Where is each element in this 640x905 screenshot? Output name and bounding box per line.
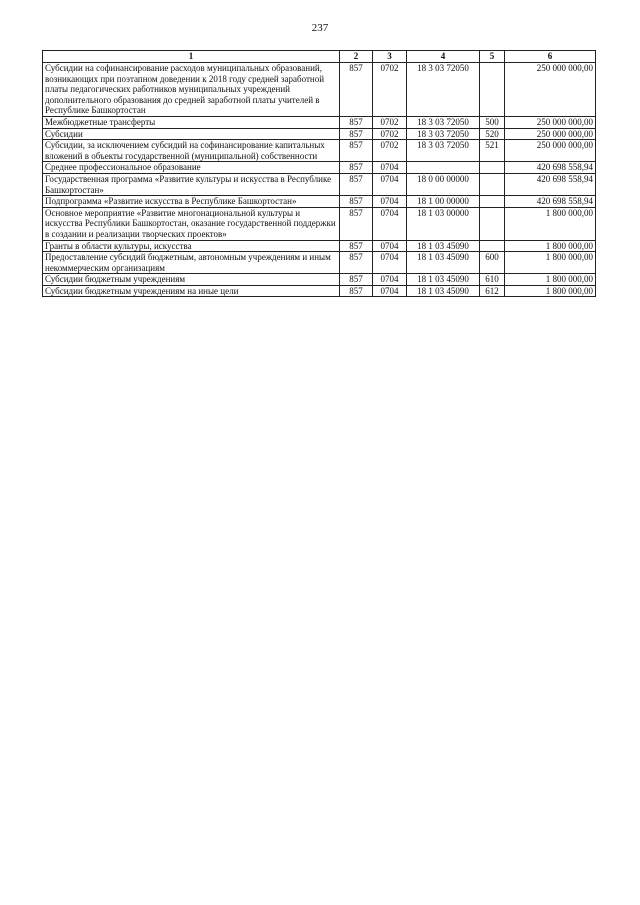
row-target-article: 18 1 03 45090 — [407, 252, 480, 274]
row-name: Субсидии — [43, 128, 340, 140]
row-expense-type: 600 — [480, 252, 505, 274]
row-ministry-code: 857 — [340, 140, 373, 162]
table-row — [43, 162, 596, 174]
row-target-article: 18 1 03 00000 — [407, 207, 480, 240]
row-section-code: 0704 — [373, 274, 407, 286]
row-name: Субсидии бюджетным учреждениям на иные цели — [43, 285, 340, 297]
row-expense-type — [480, 196, 505, 208]
row-expense-type — [480, 173, 505, 195]
row-amount: 250 000 000,00 — [505, 140, 596, 162]
table-row — [43, 285, 596, 297]
row-ministry-code: 857 — [340, 252, 373, 274]
row-section-code: 0704 — [373, 252, 407, 274]
row-name: Государственная программа «Развитие культуры и искусства в Республике Башкортостан» — [43, 173, 340, 195]
row-name: Основное мероприятие «Развитие многонациональной культуры и искусства Республики Башкортостан, оказание государственной поддержки в создании и реализации творческих проектов» — [43, 207, 340, 240]
row-section-code: 0702 — [373, 140, 407, 162]
row-ministry-code: 857 — [340, 162, 373, 174]
row-name: Субсидии на софинансирование расходов муниципальных образований, возникающих при поэтапном доведении к 2018 году средней заработной платы педагогических работников муниципальных учреждений дополнительного образования до средней заработной платы учителей в Республике Башкортостан — [43, 63, 340, 117]
row-expense-type: 612 — [480, 285, 505, 297]
row-target-article — [407, 162, 480, 174]
row-target-article: 18 1 03 45090 — [407, 285, 480, 297]
budget-table — [42, 50, 596, 297]
header-col-6: 6 — [505, 51, 596, 63]
row-amount: 1 800 000,00 — [505, 240, 596, 252]
table-row — [43, 63, 596, 117]
row-amount: 420 698 558,94 — [505, 196, 596, 208]
table-row — [43, 207, 596, 240]
row-ministry-code: 857 — [340, 116, 373, 128]
row-expense-type: 520 — [480, 128, 505, 140]
row-name: Среднее профессиональное образование — [43, 162, 340, 174]
table-row — [43, 252, 596, 274]
row-ministry-code: 857 — [340, 274, 373, 286]
row-amount: 250 000 000,00 — [505, 63, 596, 117]
header-col-5: 5 — [480, 51, 505, 63]
row-target-article: 18 1 00 00000 — [407, 196, 480, 208]
row-ministry-code: 857 — [340, 207, 373, 240]
row-ministry-code: 857 — [340, 285, 373, 297]
table-row — [43, 240, 596, 252]
row-name: Субсидии бюджетным учреждениям — [43, 274, 340, 286]
row-expense-type: 610 — [480, 274, 505, 286]
page-number: 237 — [311, 22, 329, 34]
header-col-2: 2 — [340, 51, 373, 63]
row-amount: 1 800 000,00 — [505, 274, 596, 286]
row-name: Предоставление субсидий бюджетным, автономным учреждениям и иным некоммерческим организациям — [43, 252, 340, 274]
row-ministry-code: 857 — [340, 63, 373, 117]
row-section-code: 0704 — [373, 173, 407, 195]
row-target-article: 18 3 03 72050 — [407, 63, 480, 117]
header-col-1: 1 — [43, 51, 340, 63]
row-section-code: 0704 — [373, 162, 407, 174]
row-expense-type: 521 — [480, 140, 505, 162]
row-section-code: 0702 — [373, 63, 407, 117]
row-amount: 420 698 558,94 — [505, 162, 596, 174]
row-ministry-code: 857 — [340, 196, 373, 208]
row-target-article: 18 3 03 72050 — [407, 128, 480, 140]
row-expense-type — [480, 63, 505, 117]
row-expense-type: 500 — [480, 116, 505, 128]
row-target-article: 18 1 03 45090 — [407, 274, 480, 286]
row-section-code: 0704 — [373, 196, 407, 208]
row-expense-type — [480, 162, 505, 174]
row-section-code: 0704 — [373, 285, 407, 297]
row-target-article: 18 3 03 72050 — [407, 140, 480, 162]
row-expense-type — [480, 207, 505, 240]
table-row — [43, 196, 596, 208]
row-target-article: 18 0 00 00000 — [407, 173, 480, 195]
header-col-4: 4 — [407, 51, 480, 63]
row-amount: 250 000 000,00 — [505, 116, 596, 128]
row-name: Субсидии, за исключением субсидий на софинансирование капитальных вложений в объекты государственной (муниципальной) собственности — [43, 140, 340, 162]
row-amount: 1 800 000,00 — [505, 207, 596, 240]
row-section-code: 0702 — [373, 116, 407, 128]
row-name: Межбюджетные трансферты — [43, 116, 340, 128]
row-ministry-code: 857 — [340, 128, 373, 140]
row-target-article: 18 3 03 72050 — [407, 116, 480, 128]
table-row — [43, 274, 596, 286]
row-name: Подпрограмма «Развитие искусства в Республике Башкортостан» — [43, 196, 340, 208]
row-amount: 1 800 000,00 — [505, 285, 596, 297]
row-section-code: 0704 — [373, 207, 407, 240]
table-row — [43, 173, 596, 195]
row-section-code: 0702 — [373, 128, 407, 140]
row-name: Гранты в области культуры, искусства — [43, 240, 340, 252]
row-ministry-code: 857 — [340, 240, 373, 252]
row-ministry-code: 857 — [340, 173, 373, 195]
row-section-code: 0704 — [373, 240, 407, 252]
table-header-row — [43, 51, 596, 63]
header-col-3: 3 — [373, 51, 407, 63]
table-row — [43, 128, 596, 140]
row-amount: 1 800 000,00 — [505, 252, 596, 274]
row-target-article: 18 1 03 45090 — [407, 240, 480, 252]
row-amount: 250 000 000,00 — [505, 128, 596, 140]
table-row — [43, 140, 596, 162]
row-expense-type — [480, 240, 505, 252]
table-row — [43, 116, 596, 128]
row-amount: 420 698 558,94 — [505, 173, 596, 195]
